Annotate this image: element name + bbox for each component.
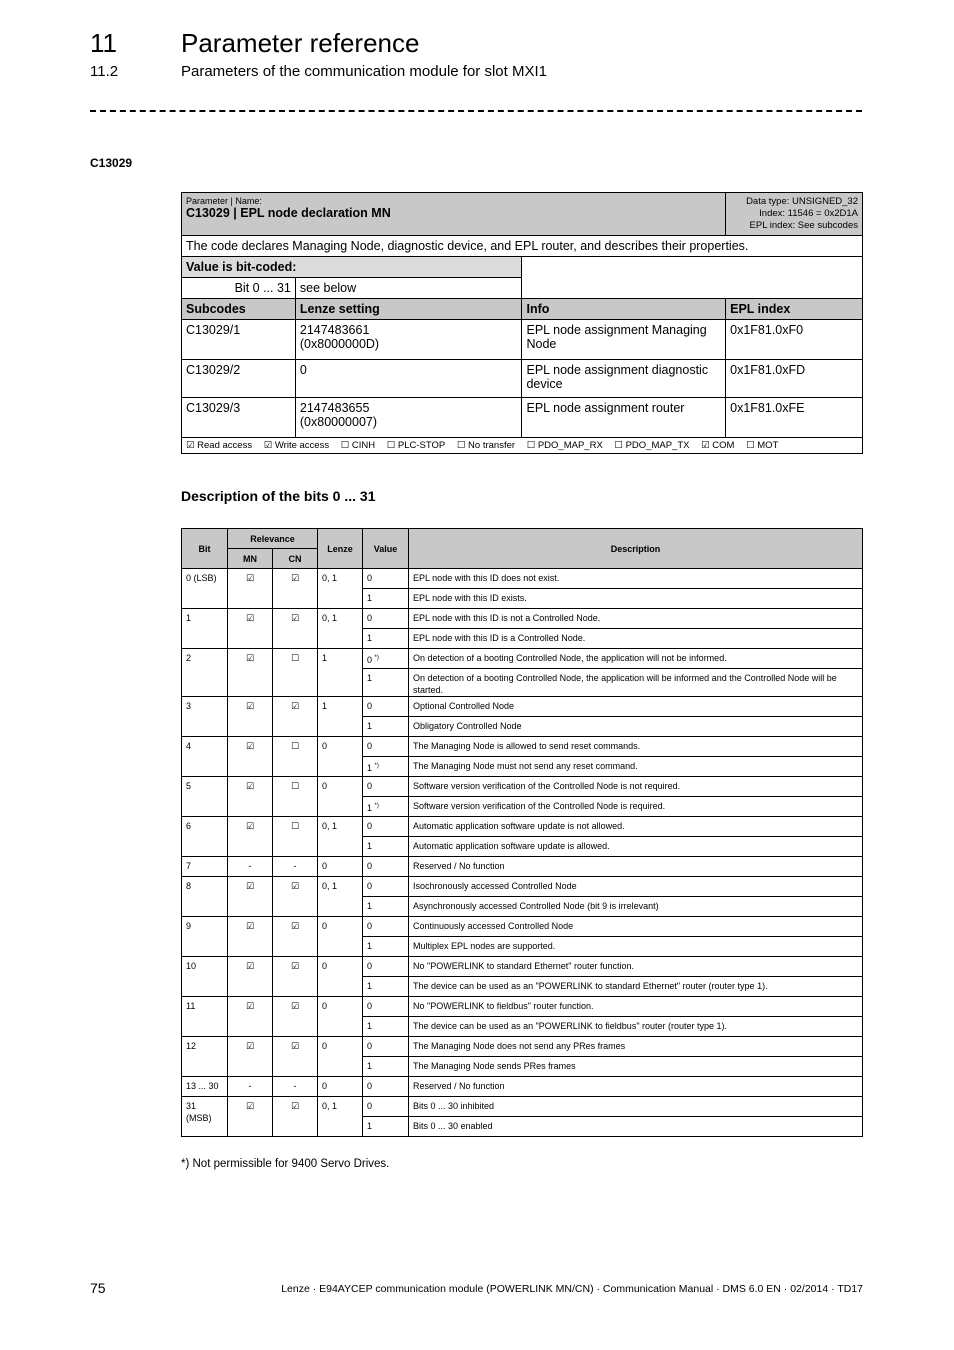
bit-value-text: 1	[367, 841, 373, 851]
relevance-mn: ☑	[228, 957, 273, 997]
lenze-setting	[295, 398, 522, 438]
bit-value-text: 1	[367, 803, 373, 813]
relevance-mn: ☑	[228, 817, 273, 857]
relevance-cn: ☑	[273, 917, 318, 957]
bit-value	[363, 817, 409, 837]
lenze-default: 0	[318, 737, 363, 777]
subcode: C13029/1	[182, 320, 296, 360]
lenze-default: 0, 1	[318, 569, 363, 609]
bit-description: Optional Controlled Node	[409, 697, 863, 717]
bit-number: 1	[182, 609, 228, 649]
access-flags	[182, 438, 863, 454]
footnote: *) Not permissible for 9400 Servo Drives.	[181, 1158, 390, 1170]
header-divider	[90, 110, 862, 112]
footnote-marker: *)	[374, 763, 379, 769]
subcode-row	[182, 398, 863, 438]
bit-number: 13 ... 30	[182, 1077, 228, 1097]
bit-value-text: 1	[367, 1061, 373, 1071]
bit-description: Reserved / No function	[409, 857, 863, 877]
bit-value	[363, 569, 409, 589]
lenze-default: 0, 1	[318, 1097, 363, 1137]
bit-value	[363, 669, 409, 697]
header-info: Info	[522, 299, 726, 320]
lenze-default: 0, 1	[318, 877, 363, 917]
relevance-cn: ☑	[273, 697, 318, 737]
bit-value-text: 0	[367, 881, 373, 891]
header-lenze: Lenze	[318, 529, 363, 569]
bit-value-text: 1	[367, 593, 373, 603]
bit-description: On detection of a booting Controlled Node, the application will not be informed.	[409, 649, 863, 669]
header-value: Value	[363, 529, 409, 569]
lenze-value: 2147483661	[299, 323, 370, 337]
bit-value	[363, 997, 409, 1017]
bit-description: Automatic application software update is not allowed.	[409, 817, 863, 837]
relevance-cn: ☑	[273, 1097, 318, 1137]
epl-index-note: EPL index: See subcodes	[749, 220, 858, 231]
bit-value-text: 1	[367, 941, 373, 951]
bit-value	[363, 1017, 409, 1037]
bit-value-text: 1	[367, 633, 373, 643]
info: EPL node assignment diagnostic device	[522, 360, 726, 398]
bit-value-text: 0	[367, 1001, 373, 1011]
parameter-name: C13029 | EPL node declaration MN	[186, 206, 391, 220]
bit-description: EPL node with this ID exists.	[409, 589, 863, 609]
bit-value	[363, 917, 409, 937]
lenze-hex: (0x8000000D)	[299, 337, 380, 351]
bit-description: Obligatory Controlled Node	[409, 717, 863, 737]
chapter-number: 11	[90, 28, 117, 58]
subcode-row	[182, 320, 863, 360]
bit-value	[363, 1057, 409, 1077]
relevance-mn: ☑	[228, 917, 273, 957]
bit-description: Software version verification of the Controlled Node is required.	[409, 797, 863, 817]
lenze-default: 0	[318, 1037, 363, 1077]
bit-value-text: 0	[367, 655, 373, 665]
relevance-mn: ☑	[228, 1097, 273, 1137]
lenze-default: 0	[318, 957, 363, 997]
bit-value-text: 0	[367, 613, 373, 623]
relevance-mn: ☑	[228, 697, 273, 737]
bit-value-text: 0	[367, 741, 373, 751]
bit-value	[363, 649, 409, 669]
bit-value	[363, 777, 409, 797]
parameter-label: Parameter | Name:	[186, 196, 262, 206]
bit-value-text: 1	[367, 1121, 373, 1131]
header-mn: MN	[228, 549, 273, 569]
bit-value	[363, 957, 409, 977]
header-lenze-setting: Lenze setting	[295, 299, 522, 320]
bit-description: Multiplex EPL nodes are supported.	[409, 937, 863, 957]
value-label: Value is bit-coded:	[182, 257, 522, 278]
bit-row	[182, 957, 863, 977]
relevance-cn: ☑	[273, 957, 318, 997]
parameter-table	[181, 192, 863, 454]
parameter-meta-cell	[726, 193, 863, 236]
bit-row	[182, 697, 863, 717]
bit-number: 4	[182, 737, 228, 777]
relevance-mn: ☑	[228, 649, 273, 697]
bit-description: Isochronously accessed Controlled Node	[409, 877, 863, 897]
bit-value-text: 0	[367, 1041, 373, 1051]
bit-value-text: 1	[367, 673, 373, 683]
bit-description: The Managing Node is allowed to send reset commands.	[409, 737, 863, 757]
bit-number: 5	[182, 777, 228, 817]
header-description: Description	[409, 529, 863, 569]
lenze-hex: (0x80000007)	[299, 415, 378, 429]
bit-value	[363, 609, 409, 629]
bit-row	[182, 1077, 863, 1097]
bit-description: The device can be used as an "POWERLINK to standard Ethernet" router (router type 1).	[409, 977, 863, 997]
bit-value	[363, 877, 409, 897]
bit-description: Bits 0 ... 30 inhibited	[409, 1097, 863, 1117]
relevance-cn: ☑	[273, 997, 318, 1037]
lenze-default: 0, 1	[318, 817, 363, 857]
info: EPL node assignment router	[522, 398, 726, 438]
bit-value-text: 0	[367, 1101, 373, 1111]
data-type: Data type: UNSIGNED_32	[746, 196, 858, 207]
bits-table-body	[182, 569, 863, 1137]
relevance-cn: ☑	[273, 1037, 318, 1077]
relevance-cn: ☑	[273, 569, 318, 609]
bit-value-text: 0	[367, 781, 373, 791]
bit-value	[363, 977, 409, 997]
bit-description: Continuously accessed Controlled Node	[409, 917, 863, 937]
lenze-default: 1	[318, 649, 363, 697]
bit-row	[182, 997, 863, 1017]
bits-table	[181, 528, 863, 1137]
index: Index: 11546 = 0x2D1A	[759, 208, 858, 219]
bit-description: EPL node with this ID is not a Controlled Node.	[409, 609, 863, 629]
bit-value	[363, 797, 409, 817]
relevance-cn: ☑	[273, 609, 318, 649]
lenze-value: 2147483655	[299, 401, 370, 415]
access-plc-stop: ☐ PLC-STOP	[386, 440, 446, 451]
bit-row	[182, 857, 863, 877]
lenze-default: 0, 1	[318, 609, 363, 649]
bit-description: On detection of a booting Controlled Node, the application will be informed and the Controlled Node will be started.	[409, 669, 863, 697]
access-pdo-map-rx: ☐ PDO_MAP_RX	[526, 440, 603, 451]
chapter-title: Parameter reference	[181, 28, 420, 58]
bit-row	[182, 737, 863, 757]
access-write: ☑ Write access	[263, 440, 330, 451]
access-read: ☑ Read access	[186, 440, 253, 451]
bit-value-text: 0	[367, 821, 373, 831]
bit-number: 9	[182, 917, 228, 957]
bit-value	[363, 837, 409, 857]
bit-row	[182, 1037, 863, 1057]
bit-value-text: 0	[367, 1081, 373, 1091]
header-subcodes: Subcodes	[182, 299, 296, 320]
bit-number: 10	[182, 957, 228, 997]
bit-row	[182, 649, 863, 669]
access-no-transfer: ☐ No transfer	[456, 440, 516, 451]
bit-number: 8	[182, 877, 228, 917]
bit-number: 11	[182, 997, 228, 1037]
bit-row	[182, 817, 863, 837]
section-title: Parameters of the communication module for slot MXI1	[181, 63, 547, 80]
empty-cell	[522, 257, 863, 299]
epl-index: 0x1F81.0xF0	[726, 320, 863, 360]
access-mot: ☐ MOT	[746, 440, 779, 451]
bit-number: 2	[182, 649, 228, 697]
lenze-setting	[295, 320, 522, 360]
bit-number: 12	[182, 1037, 228, 1077]
bit-description: EPL node with this ID is a Controlled Node.	[409, 629, 863, 649]
relevance-mn: -	[228, 1077, 273, 1097]
bit-value-text: 0	[367, 861, 373, 871]
relevance-mn: ☑	[228, 737, 273, 777]
relevance-cn: ☐	[273, 649, 318, 697]
bit-value	[363, 1117, 409, 1137]
lenze-default: 0	[318, 777, 363, 817]
bit-value: see below	[295, 278, 522, 299]
relevance-mn: ☑	[228, 609, 273, 649]
bit-description: The Managing Node must not send any reset command.	[409, 757, 863, 777]
epl-index: 0x1F81.0xFE	[726, 398, 863, 438]
lenze-value: 0	[299, 363, 307, 377]
bit-value	[363, 857, 409, 877]
bit-value	[363, 757, 409, 777]
parameter-description: The code declares Managing Node, diagnostic device, and EPL router, and describes their properties.	[182, 236, 863, 257]
bit-description: Software version verification of the Controlled Node is not required.	[409, 777, 863, 797]
relevance-cn: ☐	[273, 737, 318, 777]
bit-value-text: 0	[367, 961, 373, 971]
bit-value-text: 1	[367, 721, 373, 731]
header-cn: CN	[273, 549, 318, 569]
access-pdo-map-tx: ☐ PDO_MAP_TX	[614, 440, 690, 451]
bit-value-text: 0	[367, 573, 373, 583]
footer-text: Lenze · E94AYCEP communication module (POWERLINK MN/CN) · Communication Manual · DMS 6.0 EN · 02/2014 · TD17	[281, 1283, 863, 1295]
bit-description: Reserved / No function	[409, 1077, 863, 1097]
relevance-mn: ☑	[228, 877, 273, 917]
bit-row	[182, 777, 863, 797]
bit-description: EPL node with this ID does not exist.	[409, 569, 863, 589]
bit-row	[182, 917, 863, 937]
relevance-cn: ☐	[273, 817, 318, 857]
lenze-default: 0	[318, 857, 363, 877]
header-epl-index: EPL index	[726, 299, 863, 320]
relevance-mn: ☑	[228, 997, 273, 1037]
bit-number: 31 (MSB)	[182, 1097, 228, 1137]
subcode: C13029/3	[182, 398, 296, 438]
bit-value	[363, 697, 409, 717]
bit-value	[363, 1037, 409, 1057]
bit-number: 0 (LSB)	[182, 569, 228, 609]
bit-row	[182, 609, 863, 629]
bit-row	[182, 877, 863, 897]
access-com: ☑ COM	[701, 440, 735, 451]
bit-description: The Managing Node sends PRes frames	[409, 1057, 863, 1077]
bit-description: Automatic application software update is allowed.	[409, 837, 863, 857]
parameter-name-cell	[182, 193, 726, 236]
bit-value-text: 1	[367, 901, 373, 911]
subcode: C13029/2	[182, 360, 296, 398]
bit-value	[363, 629, 409, 649]
subcode-row	[182, 360, 863, 398]
bit-description: Bits 0 ... 30 enabled	[409, 1117, 863, 1137]
bit-description: Asynchronously accessed Controlled Node (bit 9 is irrelevant)	[409, 897, 863, 917]
relevance-mn: ☑	[228, 1037, 273, 1077]
section-number: 11.2	[90, 63, 119, 80]
bit-range: Bit 0 ... 31	[182, 278, 296, 299]
bit-value-text: 0	[367, 921, 373, 931]
bit-value	[363, 737, 409, 757]
bit-value	[363, 897, 409, 917]
footnote-marker: *)	[374, 803, 379, 809]
bit-row	[182, 1097, 863, 1117]
bit-value	[363, 589, 409, 609]
bit-value-text: 1	[367, 981, 373, 991]
lenze-default: 0	[318, 1077, 363, 1097]
footnote-marker: *)	[374, 655, 379, 661]
access-cinh: ☐ CINH	[340, 440, 376, 451]
header-bit: Bit	[182, 529, 228, 569]
bits-heading: Description of the bits 0 ... 31	[181, 488, 376, 504]
relevance-cn: ☑	[273, 877, 318, 917]
bit-description: The Managing Node does not send any PRes frames	[409, 1037, 863, 1057]
relevance-cn: ☐	[273, 777, 318, 817]
bit-number: 6	[182, 817, 228, 857]
bit-description: The device can be used as an "POWERLINK to fieldbus" router (router type 1).	[409, 1017, 863, 1037]
code-heading: C13029	[90, 156, 133, 170]
relevance-mn: ☑	[228, 777, 273, 817]
bit-value-text: 1	[367, 763, 373, 773]
bit-value	[363, 1097, 409, 1117]
bit-value	[363, 1077, 409, 1097]
bit-row	[182, 569, 863, 589]
lenze-default: 0	[318, 997, 363, 1037]
bit-value-text: 0	[367, 701, 373, 711]
page-number: 75	[90, 1280, 106, 1296]
lenze-default: 1	[318, 697, 363, 737]
info: EPL node assignment Managing Node	[522, 320, 726, 360]
bit-value	[363, 937, 409, 957]
relevance-cn: -	[273, 857, 318, 877]
bit-number: 7	[182, 857, 228, 877]
epl-index: 0x1F81.0xFD	[726, 360, 863, 398]
lenze-default: 0	[318, 917, 363, 957]
header-relevance: Relevance	[228, 529, 318, 549]
bit-number: 3	[182, 697, 228, 737]
relevance-cn: -	[273, 1077, 318, 1097]
bit-value	[363, 717, 409, 737]
bit-value-text: 1	[367, 1021, 373, 1031]
relevance-mn: ☑	[228, 569, 273, 609]
bit-description: No "POWERLINK to fieldbus" router function.	[409, 997, 863, 1017]
bit-description: No "POWERLINK to standard Ethernet" router function.	[409, 957, 863, 977]
lenze-setting	[295, 360, 522, 398]
relevance-mn: -	[228, 857, 273, 877]
